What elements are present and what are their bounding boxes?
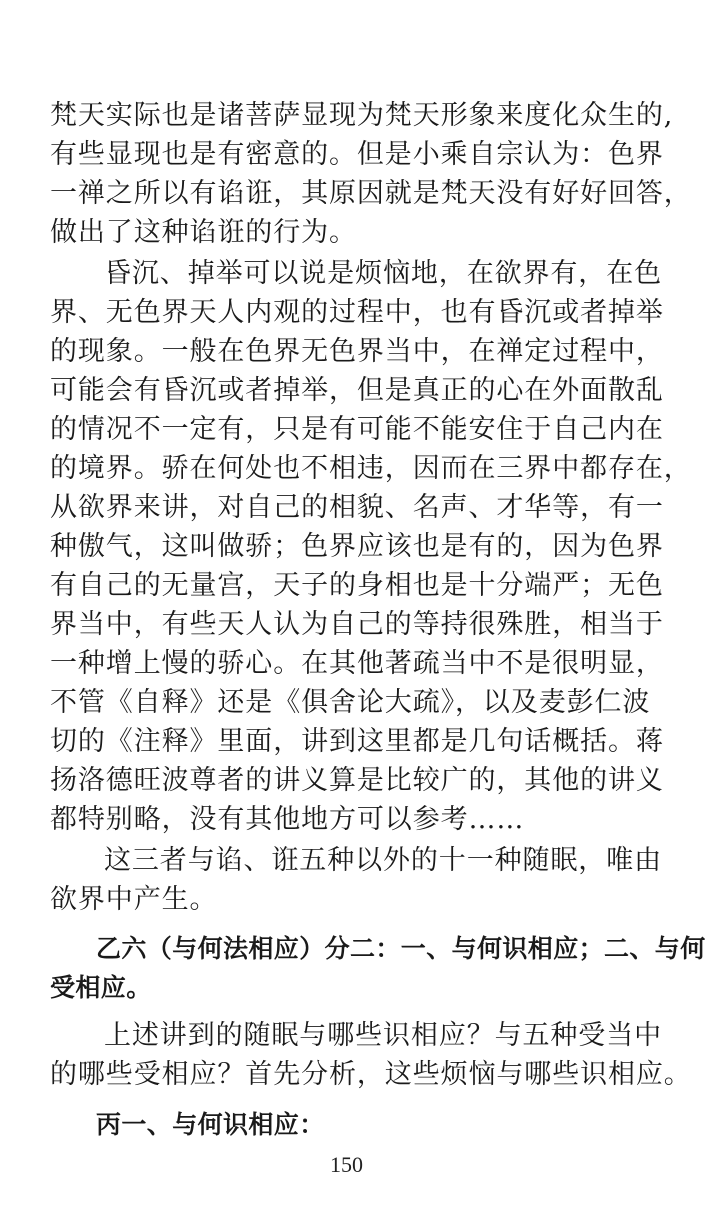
body-text-line: 扬洛德旺波尊者的讲义算是比较广的，其他的讲义 [50, 765, 664, 796]
body-text-line: 的情况不一定有，只是有可能不能安住于自己内在 [50, 414, 664, 445]
body-text-line: 的哪些受相应？首先分析，这些烦恼与哪些识相应。 [50, 1059, 692, 1090]
section-heading: 乙六（与何法相应）分二：一、与何识相应；二、与何 [96, 934, 706, 963]
page-number: 150 [330, 1152, 363, 1177]
body-text-line: 界当中，有些天人认为自己的等持很殊胜，相当于 [50, 609, 664, 640]
body-text-line: 的现象。一般在色界无色界当中，在禅定过程中， [50, 336, 664, 367]
body-text-line: 可能会有昏沉或者掉举，但是真正的心在外面散乱 [50, 375, 664, 406]
body-text-line: 上述讲到的随眠与哪些识相应？与五种受当中 [104, 1020, 662, 1051]
body-text-line: 界、无色界天人内观的过程中，也有昏沉或者掉举 [50, 297, 664, 328]
body-text-line: 梵天实际也是诸菩萨显现为梵天形象来度化众生的, [50, 100, 674, 131]
subsection-heading: 丙一、与何识相应： [96, 1110, 325, 1139]
body-text-line: 的境界。骄在何处也不相违，因而在三界中都存在， [50, 453, 692, 484]
body-text-line: 不管《自释》还是《俱舍论大疏》，以及麦彭仁波 [50, 687, 651, 718]
body-text-line: 切的《注释》里面，讲到这里都是几句话概括。蒋 [50, 726, 664, 757]
body-text-line: 一禅之所以有谄诳，其原因就是梵天没有好好回答， [50, 178, 692, 209]
body-text-line: 昏沉、掉举可以说是烦恼地，在欲界有，在色 [104, 258, 662, 289]
body-text-line: 欲界中产生。 [50, 884, 218, 915]
body-text-line: 这三者与谄、诳五种以外的十一种随眠，唯由 [104, 845, 662, 876]
body-text-line: 做出了这种谄诳的行为。 [50, 217, 357, 248]
body-text-line: 种傲气，这叫做骄；色界应该也是有的，因为色界 [50, 531, 664, 562]
section-heading: 受相应。 [50, 973, 152, 1002]
body-text-line: 有自己的无量宫，天子的身相也是十分端严；无色 [50, 570, 664, 601]
body-text-line: 都特别略，没有其他地方可以参考…… [50, 804, 525, 835]
body-text-line: 一种增上慢的骄心。在其他著疏当中不是很明显， [50, 648, 664, 679]
body-text-line: 从欲界来讲，对自己的相貌、名声、才华等，有一 [50, 492, 664, 523]
body-text-line: 有些显现也是有密意的。但是小乘自宗认为：色界 [50, 139, 664, 170]
